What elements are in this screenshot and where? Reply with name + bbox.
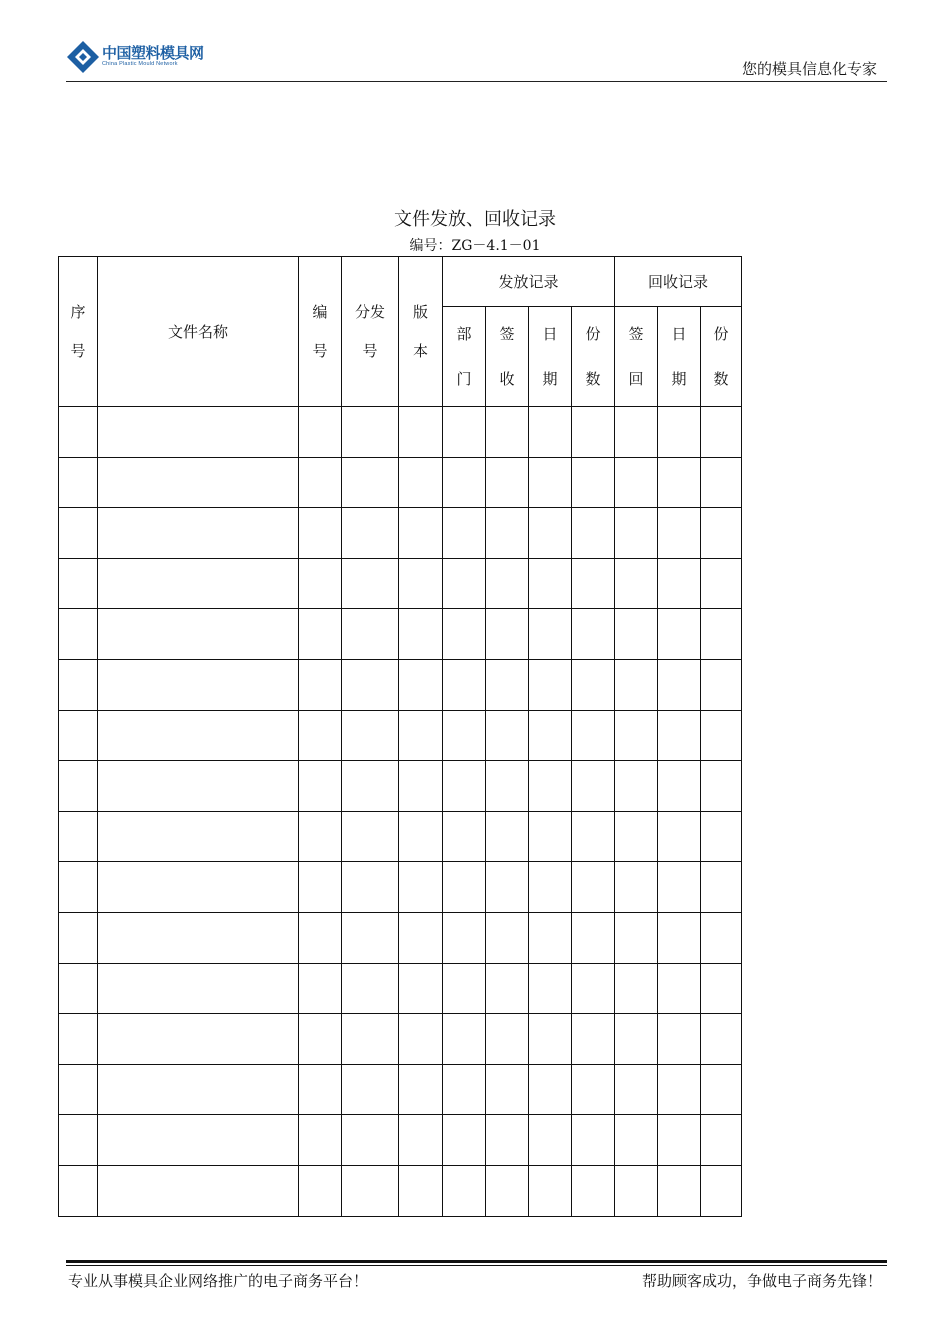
table-cell[interactable] [701, 811, 742, 862]
table-cell[interactable] [299, 1115, 342, 1166]
table-cell[interactable] [342, 1064, 399, 1115]
table-cell[interactable] [701, 710, 742, 761]
table-cell[interactable] [399, 558, 443, 609]
table-cell[interactable] [342, 963, 399, 1014]
header-cell-recall-copies [701, 307, 742, 407]
document-title: 文件发放、回收记录 [394, 209, 556, 230]
header-group-recall: 回收记录 [615, 257, 742, 307]
table-cell[interactable] [486, 811, 529, 862]
table-cell[interactable] [701, 659, 742, 710]
table-cell[interactable] [529, 1115, 572, 1166]
table-cell[interactable] [615, 659, 658, 710]
header-cell-issue-dept [443, 307, 486, 407]
table-cell[interactable] [299, 1165, 342, 1216]
table-cell[interactable] [342, 710, 399, 761]
table-cell[interactable] [486, 912, 529, 963]
footer-slogan-left: 专业从事模具企业网络推广的电子商务平台！ [68, 1272, 369, 1290]
header-group-issue: 发放记录 [443, 257, 615, 307]
table-cell[interactable] [572, 1014, 615, 1065]
table-cell[interactable] [299, 1064, 342, 1115]
header-cell-dist-number [342, 257, 399, 407]
table-cell[interactable] [529, 609, 572, 660]
table-cell[interactable] [98, 457, 299, 508]
table-cell[interactable] [658, 457, 701, 508]
header-tagline: 您的模具信息化专家 [741, 60, 877, 78]
table-cell[interactable] [443, 1014, 486, 1065]
footer-slogan-right: 帮助顾客成功，争做电子商务先锋！ [641, 1272, 882, 1290]
table-cell[interactable] [572, 811, 615, 862]
table-cell[interactable] [701, 912, 742, 963]
table-cell[interactable] [98, 1115, 299, 1166]
table-cell[interactable] [615, 912, 658, 963]
table-cell[interactable] [615, 862, 658, 913]
table-cell[interactable] [59, 1014, 98, 1065]
table-cell[interactable] [658, 1115, 701, 1166]
table-cell[interactable] [529, 710, 572, 761]
header-text: 编 [312, 302, 328, 321]
table-cell[interactable] [98, 558, 299, 609]
table-cell[interactable] [529, 862, 572, 913]
table-cell[interactable] [486, 659, 529, 710]
table-cell[interactable] [572, 659, 615, 710]
header-text: 签 [499, 324, 515, 343]
table-cell[interactable] [486, 1165, 529, 1216]
header-cell-file-name [98, 257, 299, 407]
table-cell[interactable] [342, 862, 399, 913]
table-cell[interactable] [658, 1014, 701, 1065]
table-row [59, 659, 742, 710]
table-row [59, 963, 742, 1014]
table-cell[interactable] [658, 963, 701, 1014]
header-text: 序 [70, 302, 86, 321]
table-cell[interactable] [299, 710, 342, 761]
table-cell[interactable] [342, 659, 399, 710]
table-cell[interactable] [701, 407, 742, 458]
table-cell[interactable] [658, 508, 701, 559]
table-cell[interactable] [299, 862, 342, 913]
table-cell[interactable] [59, 457, 98, 508]
table-cell[interactable] [59, 558, 98, 609]
table-cell[interactable] [443, 1115, 486, 1166]
table-cell[interactable] [486, 710, 529, 761]
table-cell[interactable] [572, 912, 615, 963]
table-cell[interactable] [443, 1165, 486, 1216]
header-cell-recall-date [658, 307, 701, 407]
table-cell[interactable] [342, 1165, 399, 1216]
table-cell[interactable] [399, 862, 443, 913]
table-cell[interactable] [59, 811, 98, 862]
table-cell[interactable] [615, 811, 658, 862]
table-cell[interactable] [443, 761, 486, 812]
table-cell[interactable] [701, 862, 742, 913]
table-cell[interactable] [342, 1115, 399, 1166]
table-cell[interactable] [399, 1064, 443, 1115]
table-cell[interactable] [701, 1115, 742, 1166]
table-cell[interactable] [443, 963, 486, 1014]
header-text: 回 [628, 369, 644, 388]
table-cell[interactable] [529, 407, 572, 458]
table-cell[interactable] [299, 811, 342, 862]
table-cell[interactable] [342, 407, 399, 458]
table-cell[interactable] [98, 609, 299, 660]
table-cell[interactable] [658, 609, 701, 660]
table-cell[interactable] [701, 1165, 742, 1216]
table-cell[interactable] [658, 407, 701, 458]
table-cell[interactable] [572, 710, 615, 761]
table-cell[interactable] [399, 609, 443, 660]
table-cell[interactable] [299, 407, 342, 458]
table-row [59, 862, 742, 913]
table-cell[interactable] [701, 609, 742, 660]
table-cell[interactable] [98, 912, 299, 963]
header-cell-issue-date [529, 307, 572, 407]
table-cell[interactable] [529, 457, 572, 508]
table-cell[interactable] [59, 1064, 98, 1115]
table-cell[interactable] [615, 710, 658, 761]
table-cell[interactable] [572, 508, 615, 559]
footer-divider-thick [66, 1260, 887, 1263]
header-text: 日 [542, 324, 558, 343]
table-cell[interactable] [572, 963, 615, 1014]
table-cell[interactable] [658, 862, 701, 913]
logo-text [102, 46, 204, 68]
table-cell[interactable] [529, 1064, 572, 1115]
table-cell[interactable] [98, 1165, 299, 1216]
header-text: 部 [456, 324, 472, 343]
table-cell[interactable] [701, 558, 742, 609]
table-row [59, 1115, 742, 1166]
table-row [59, 407, 742, 458]
table-cell[interactable] [615, 1165, 658, 1216]
header-text: 数 [585, 369, 601, 388]
header-text: 分发 [354, 302, 385, 321]
header-text: 号 [362, 341, 378, 360]
table-cell[interactable] [299, 1014, 342, 1065]
table-cell[interactable] [529, 963, 572, 1014]
diamond-logo-icon [66, 40, 100, 74]
table-cell[interactable] [615, 963, 658, 1014]
table-cell[interactable] [98, 710, 299, 761]
table-cell[interactable] [486, 1014, 529, 1065]
table-cell[interactable] [701, 1014, 742, 1065]
table-cell[interactable] [615, 457, 658, 508]
table-cell[interactable] [342, 558, 399, 609]
header-cell-seq [59, 257, 98, 407]
table-cell[interactable] [658, 558, 701, 609]
header-text: 期 [542, 369, 558, 388]
header-text: 份 [713, 324, 729, 343]
table-cell[interactable] [98, 659, 299, 710]
table-cell[interactable] [443, 609, 486, 660]
table-cell[interactable] [399, 1165, 443, 1216]
table-cell[interactable] [615, 1115, 658, 1166]
table-cell[interactable] [342, 912, 399, 963]
table-cell[interactable] [486, 407, 529, 458]
table-cell[interactable] [529, 508, 572, 559]
table-cell[interactable] [59, 508, 98, 559]
table-cell[interactable] [529, 761, 572, 812]
table-cell[interactable] [98, 862, 299, 913]
header-text: 号 [312, 341, 328, 360]
header-cell-issue-copies [572, 307, 615, 407]
table-cell[interactable] [486, 508, 529, 559]
table-cell[interactable] [98, 407, 299, 458]
table-cell[interactable] [59, 710, 98, 761]
table-cell[interactable] [299, 609, 342, 660]
table-cell[interactable] [98, 508, 299, 559]
table-row [59, 1014, 742, 1065]
table-cell[interactable] [443, 558, 486, 609]
table-cell[interactable] [98, 1064, 299, 1115]
table-cell[interactable] [529, 1165, 572, 1216]
table-cell[interactable] [342, 1014, 399, 1065]
table-cell[interactable] [529, 558, 572, 609]
table-cell[interactable] [615, 609, 658, 660]
table-cell[interactable] [701, 457, 742, 508]
header-text: 签 [628, 324, 644, 343]
table-cell[interactable] [59, 862, 98, 913]
table-row [59, 558, 742, 609]
table-cell[interactable] [59, 1115, 98, 1166]
table-row [59, 1165, 742, 1216]
distribution-record-table [58, 256, 742, 1217]
table-cell[interactable] [443, 1064, 486, 1115]
table-cell[interactable] [615, 558, 658, 609]
table-cell[interactable] [299, 912, 342, 963]
table-cell[interactable] [615, 1014, 658, 1065]
table-cell[interactable] [443, 862, 486, 913]
table-cell[interactable] [342, 508, 399, 559]
table-cell[interactable] [658, 811, 701, 862]
table-row [59, 761, 742, 812]
table-cell[interactable] [342, 811, 399, 862]
table-cell[interactable] [529, 912, 572, 963]
table-cell[interactable] [658, 912, 701, 963]
table-cell[interactable] [299, 457, 342, 508]
table-cell[interactable] [572, 1064, 615, 1115]
table-cell[interactable] [443, 912, 486, 963]
table-cell[interactable] [486, 963, 529, 1014]
page-header [66, 38, 887, 82]
table-cell[interactable] [486, 761, 529, 812]
header-cell-issue-sign [486, 307, 529, 407]
table-cell[interactable] [486, 609, 529, 660]
site-logo[interactable] [66, 40, 204, 74]
table-row [59, 508, 742, 559]
table-cell[interactable] [59, 963, 98, 1014]
table-cell[interactable] [59, 407, 98, 458]
header-text: 份 [585, 324, 601, 343]
header-text: 日 [671, 324, 687, 343]
table-cell[interactable] [443, 407, 486, 458]
table-cell[interactable] [399, 457, 443, 508]
table-cell[interactable] [399, 508, 443, 559]
table-cell[interactable] [59, 912, 98, 963]
table-cell[interactable] [342, 761, 399, 812]
table-cell[interactable] [299, 508, 342, 559]
table-cell[interactable] [59, 609, 98, 660]
table-cell[interactable] [572, 862, 615, 913]
table-cell[interactable] [486, 862, 529, 913]
table-cell[interactable] [98, 1014, 299, 1065]
table-cell[interactable] [529, 1014, 572, 1065]
table-cell[interactable] [701, 508, 742, 559]
table-row [59, 609, 742, 660]
table-cell[interactable] [658, 1064, 701, 1115]
table-cell[interactable] [572, 457, 615, 508]
header-text: 号 [70, 341, 86, 360]
table-cell[interactable] [299, 761, 342, 812]
table-cell[interactable] [572, 1115, 615, 1166]
table-cell[interactable] [572, 609, 615, 660]
table-cell[interactable] [572, 1165, 615, 1216]
footer-divider-thin [66, 1265, 887, 1266]
table-cell[interactable] [299, 963, 342, 1014]
table-cell[interactable] [529, 659, 572, 710]
table-cell[interactable] [486, 1115, 529, 1166]
table-row [59, 1064, 742, 1115]
table-cell[interactable] [399, 811, 443, 862]
table-cell[interactable] [658, 659, 701, 710]
table-cell[interactable] [615, 508, 658, 559]
table-cell[interactable] [572, 407, 615, 458]
table-cell[interactable] [615, 1064, 658, 1115]
table-cell[interactable] [486, 1064, 529, 1115]
header-cell-version [399, 257, 443, 407]
table-cell[interactable] [399, 1014, 443, 1065]
table-cell[interactable] [443, 811, 486, 862]
header-text: 门 [456, 369, 472, 388]
table-cell[interactable] [615, 407, 658, 458]
table-row [59, 912, 742, 963]
table-cell[interactable] [443, 508, 486, 559]
header-text: 本 [412, 341, 428, 360]
table-cell[interactable] [701, 963, 742, 1014]
table-cell[interactable] [299, 659, 342, 710]
header-text: 期 [671, 369, 687, 388]
table-cell[interactable] [658, 710, 701, 761]
table-cell[interactable] [59, 761, 98, 812]
header-text: 版 [412, 302, 428, 321]
header-cell-number [299, 257, 342, 407]
header-text: 文件名称 [167, 323, 228, 341]
table-cell[interactable] [399, 761, 443, 812]
header-row-1 [59, 257, 742, 307]
table-cell[interactable] [399, 407, 443, 458]
document-code: 编号：ZG－4.1－01 [409, 238, 541, 254]
table-cell[interactable] [701, 1064, 742, 1115]
table-cell[interactable] [399, 1115, 443, 1166]
table-cell[interactable] [443, 710, 486, 761]
table-cell[interactable] [658, 1165, 701, 1216]
logo-english: China Plastic Mould Network [102, 61, 178, 68]
table-cell[interactable] [572, 558, 615, 609]
table-cell[interactable] [342, 457, 399, 508]
header-text: 数 [713, 369, 729, 388]
table-cell[interactable] [399, 659, 443, 710]
table-row [59, 811, 742, 862]
table-row [59, 457, 742, 508]
table-cell[interactable] [59, 1165, 98, 1216]
table-cell[interactable] [615, 761, 658, 812]
table-cell[interactable] [98, 963, 299, 1014]
table-cell[interactable] [342, 609, 399, 660]
header-cell-recall-sign [615, 307, 658, 407]
table-row [59, 710, 742, 761]
header-divider [66, 81, 887, 82]
table-cell[interactable] [59, 659, 98, 710]
table-cell[interactable] [399, 710, 443, 761]
table-cell[interactable] [399, 912, 443, 963]
table-cell[interactable] [299, 558, 342, 609]
table-cell[interactable] [443, 659, 486, 710]
table-cell[interactable] [701, 761, 742, 812]
table-cell[interactable] [399, 963, 443, 1014]
logo-chinese: 中国塑料模具网 [102, 44, 204, 63]
table-cell[interactable] [98, 761, 299, 812]
table-cell[interactable] [98, 811, 299, 862]
table-cell[interactable] [443, 457, 486, 508]
table-cell[interactable] [486, 457, 529, 508]
table-cell[interactable] [572, 761, 615, 812]
table-cell[interactable] [658, 761, 701, 812]
header-text: 收 [499, 369, 515, 388]
table-cell[interactable] [486, 558, 529, 609]
table-cell[interactable] [529, 811, 572, 862]
